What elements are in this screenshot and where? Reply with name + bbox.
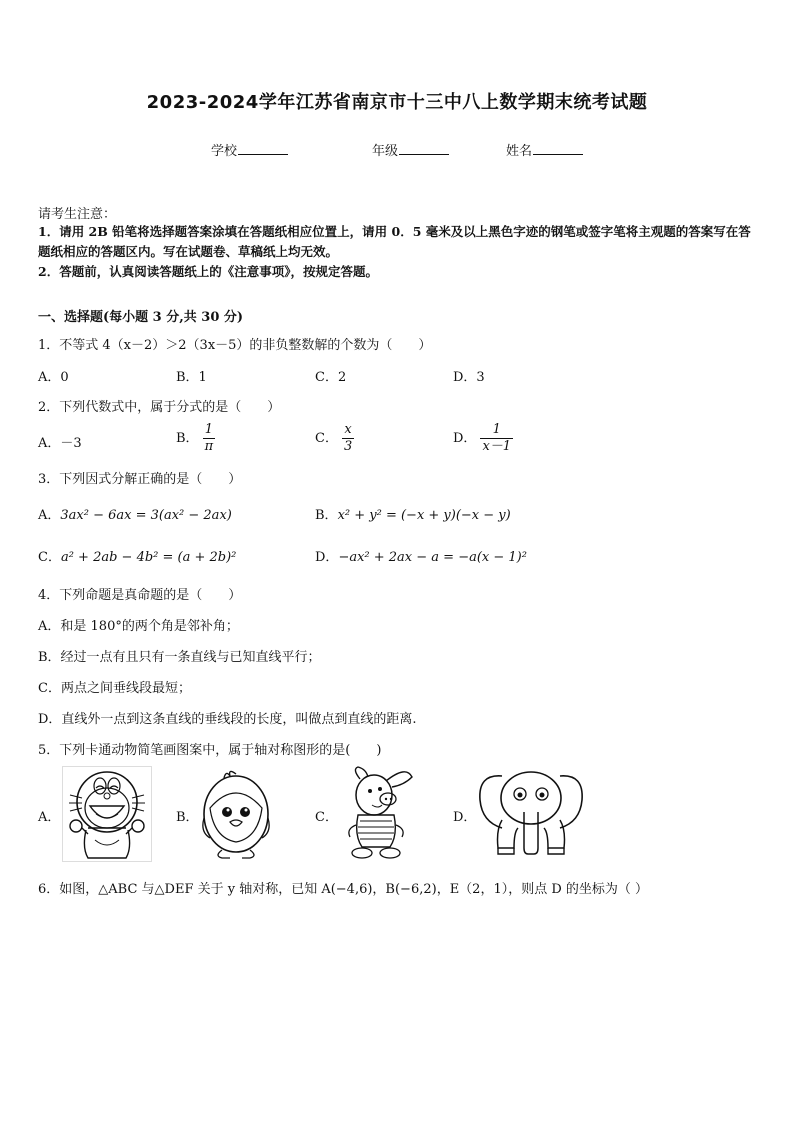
q2-c-denominator: 3 xyxy=(343,439,353,454)
q3-option-c-label: C． xyxy=(38,550,61,565)
doraemon-image xyxy=(62,766,152,866)
q2-d-denominator: x－1 xyxy=(482,439,512,454)
q3-option-b-label: B． xyxy=(315,508,338,523)
question-2-stem: 2．下列代数式中，属于分式的是（ ） xyxy=(38,400,281,415)
q2-option-c-fraction xyxy=(342,422,354,455)
grade-field xyxy=(372,140,449,159)
exam-title: 2023-2024学年江苏省南京市十三中八上数学期末统考试题 xyxy=(146,92,648,113)
q2-c-numerator: x xyxy=(344,422,352,437)
q2-option-b-label: B． xyxy=(176,431,199,446)
q2-option-c-label: C． xyxy=(315,431,338,446)
q5-option-b[interactable]: B． xyxy=(176,810,199,825)
q2-d-numerator: 1 xyxy=(492,422,501,437)
q2-option-c[interactable] xyxy=(315,422,354,455)
school-field xyxy=(211,140,288,159)
q3-option-b-expr: x² + y² = (−x + y)(−x − y) xyxy=(337,508,511,523)
question-5-stem: 5．下列卡通动物简笔画图案中，属于轴对称图形的是( ) xyxy=(38,743,382,758)
q5-option-c[interactable]: C． xyxy=(315,810,338,825)
penguin-image xyxy=(200,768,272,864)
q1-option-c[interactable]: C．2 xyxy=(315,370,347,385)
q3-option-a[interactable] xyxy=(38,504,232,523)
q3-option-d-label: D． xyxy=(315,550,339,565)
elephant-image xyxy=(476,768,586,866)
q4-option-a[interactable]: A．和是 180°的两个角是邻补角； xyxy=(38,619,239,634)
q2-option-d[interactable] xyxy=(453,422,513,455)
q3-option-d[interactable] xyxy=(315,546,527,565)
q2-option-d-fraction xyxy=(480,422,513,455)
school-blank[interactable] xyxy=(238,142,288,155)
notice-item-2: 2．答题前，认真阅读答题纸上的《注意事项》，按规定答题。 xyxy=(38,264,378,279)
q5-option-a[interactable]: A． xyxy=(38,810,61,825)
q3-option-b[interactable] xyxy=(315,504,511,523)
q3-option-a-expr: 3ax² − 6ax = 3(ax² − 2ax) xyxy=(60,508,232,523)
piglet-drawing xyxy=(338,765,418,863)
question-3-stem: 3．下列因式分解正确的是（ ） xyxy=(38,472,242,487)
name-label: 姓名 xyxy=(506,144,533,159)
question-1-stem: 1．不等式 4（x－2）＞2（3x－5）的非负整数解的个数为（ ） xyxy=(38,338,432,353)
q4-option-d[interactable]: D．直线外一点到这条直线的垂线段的长度，叫做点到直线的距离. xyxy=(38,712,417,727)
q2-option-d-label: D． xyxy=(453,431,477,446)
q4-option-b[interactable]: B．经过一点有且只有一条直线与已知直线平行； xyxy=(38,650,321,665)
section-heading: 一、选择题(每小题 3 分,共 30 分) xyxy=(38,310,244,325)
q2-option-b-fraction xyxy=(203,422,216,455)
grade-label: 年级 xyxy=(372,144,399,159)
elephant-drawing xyxy=(476,768,586,862)
notice-item-1: 1．请用 2B 铅笔将选择题答案涂填在答题纸相应位置上，请用 0．5 毫米及以上黑色字迹的钢笔或签字笔将主观题的答案写在答题纸相应的答题区内。写在试题卷、草稿纸上均无效。 xyxy=(38,224,751,259)
name-blank[interactable] xyxy=(533,142,583,155)
piglet-image xyxy=(338,765,418,867)
q3-option-c-expr: a² + 2ab − 4b² = (a + 2b)² xyxy=(60,550,237,565)
notice-heading: 请考生注意： xyxy=(38,207,117,222)
q3-option-c[interactable] xyxy=(38,546,236,565)
q1-option-d[interactable]: D．3 xyxy=(453,370,485,385)
q4-option-c[interactable]: C．两点之间垂线段最短； xyxy=(38,681,191,696)
school-label: 学校 xyxy=(211,144,238,159)
name-field xyxy=(506,140,583,159)
q1-option-a[interactable]: A．0 xyxy=(38,370,69,385)
q2-option-b[interactable] xyxy=(176,422,215,455)
q3-option-d-expr: −ax² + 2ax − a = −a(x − 1)² xyxy=(338,550,527,565)
doraemon-drawing xyxy=(62,766,152,862)
grade-blank[interactable] xyxy=(399,142,449,155)
q2-option-a[interactable]: A．－3 xyxy=(38,436,82,451)
q1-option-b[interactable]: B．1 xyxy=(176,370,207,385)
penguin-drawing xyxy=(200,768,272,860)
q5-option-d[interactable]: D． xyxy=(453,810,477,825)
q2-b-numerator: 1 xyxy=(204,422,213,437)
q3-option-a-label: A． xyxy=(38,508,61,523)
q2-b-denominator: π xyxy=(204,439,214,454)
question-4-stem: 4．下列命题是真命题的是（ ） xyxy=(38,588,242,603)
question-6-stem: 6．如图，△ABC 与△DEF 关于 y 轴对称，已知 A(−4,6)，B(−6,2)，E（2，1），则点 D 的坐标为（ ） xyxy=(38,882,649,897)
